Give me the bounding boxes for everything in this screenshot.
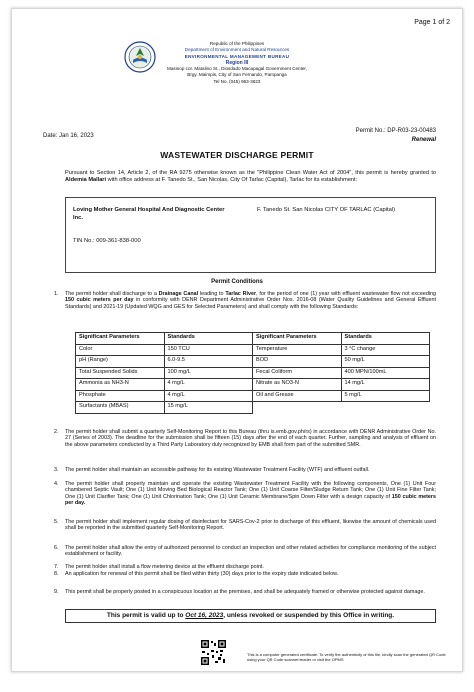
intro-paragraph [65, 170, 436, 184]
table-cell: Nitrate as NO3-N [253, 379, 342, 391]
condition-number: 2. [54, 429, 59, 435]
table-cell: BOD [253, 356, 342, 368]
condition-item [54, 545, 436, 558]
table-row [76, 367, 430, 379]
column-header: Standards [341, 333, 430, 345]
table-cell: Phosphate [76, 390, 165, 402]
table-row [76, 356, 430, 368]
condition-text: The permit holder shall submit a quarterly Self-Monitoring Report to this Bureau (thru is.emb.gov.ph/rs) in accordance with DENR Administrative Order No. 27 (Series of 2003). The deadline for the submission shall be fifteen (15) days after the end of each quarter. Further, sampling and analysis of effluent on the above parameters conducted by a Third Party Laboratory duly recognized by EMB shall form part of the submitted SMR. [65, 429, 436, 448]
condition-number: 4. [54, 481, 59, 487]
table-cell: Ammonia as NH3-N [76, 379, 165, 391]
intro-text-1: Pursuant to Section 14, Article 2, of the RA 9275 otherwise known as the "Philippine Clean Water Act of 2004", this permit is hereby granted to [65, 170, 436, 176]
condition-number: 5. [54, 519, 59, 525]
address-line-2: Brgy. Maimpis, City of San Fernando, Pampanga [187, 72, 287, 78]
table-row [76, 402, 430, 414]
table-cell: 50 mg/L [341, 356, 430, 368]
department-line: Department of Environment and Natural Resources [184, 47, 290, 53]
receiving-river: Tarlac River [225, 291, 257, 297]
establishment-address: F. Tanedo St. San Nicolas CITY OF TARLAC (Capital) [257, 207, 396, 213]
condition-item [54, 571, 436, 577]
table-cell: 15 mg/L [164, 402, 253, 414]
tin-number: TIN No.: 009-361-838-000 [73, 238, 141, 244]
condition-text: leading to [198, 291, 226, 297]
condition-number: 7. [54, 564, 59, 570]
condition-item [54, 589, 436, 595]
permit-number: Permit No.: DP-R03-23-00483 [355, 128, 436, 134]
validity-statement [65, 609, 436, 623]
renewal-label: Renewal [411, 137, 436, 143]
condition-text: The permit holder shall install a flow metering device at the effluent discharge point. [65, 564, 264, 570]
region-line: Region III [225, 59, 249, 66]
condition-text: The permit holder shall discharge to a [65, 291, 159, 297]
column-header: Significant Parameters [253, 333, 342, 345]
condition-text: The permit holder shall maintain an accessible pathway for its existing Wastewater Treatment Facility (WTF) and effluent outfall. [65, 467, 370, 473]
permit-date: Date: Jan 16, 2023 [43, 133, 94, 139]
table-header-row [76, 333, 430, 345]
effluent-standards-table [75, 332, 430, 414]
condition-number: 1. [54, 291, 59, 297]
qr-code-icon [200, 639, 227, 666]
grantee-name: Aldemia Mallari [65, 177, 107, 183]
permit-page [11, 8, 463, 672]
condition-number: 8. [54, 571, 59, 577]
table-cell [341, 402, 430, 414]
validity-text: This permit is valid up to [106, 612, 186, 619]
table-row [76, 379, 430, 391]
condition-text: The permit holder shall implement regular dosing of disinfectant for SARS-Cov-2 prior to discharge of this effluent, likewise the amount of chemicals used shall be reported in the submitted quarterly Self-Monitoring Report. [65, 519, 436, 532]
table-cell: 400 MPN/100mL [341, 367, 430, 379]
table-row [76, 344, 430, 356]
table-cell: 100 mg/L [164, 367, 253, 379]
condition-text: An application for renewal of this permit shall be filed within thirty (30) days prior to the expiry date indicated below. [65, 571, 339, 577]
verification-note: This is a computer generated certificate. To verify the authenticity of this file, kindly scan the generated QR Code using your QR Code scanner/reader or visit the OPMS [247, 652, 446, 662]
table-cell: 6.0-9.5 [164, 356, 253, 368]
address-line-1: Masinop cor. Matalino St., Diosdado Macapagal Government Center, [167, 66, 307, 72]
condition-item [54, 564, 436, 570]
table-cell: Total Suspended Solids [76, 367, 165, 379]
table-cell: 5 mg/L [341, 390, 430, 402]
page-number: Page 1 of 2 [414, 19, 450, 26]
condition-text: The permit holder shall allow the entry of authorized personnel to conduct an inspection and other related activities for compliance monitoring of the subject establishment or facility. [65, 545, 436, 558]
table-cell: Color [76, 344, 165, 356]
column-header: Significant Parameters [76, 333, 165, 345]
table-row [76, 390, 430, 402]
condition-number: 6. [54, 545, 59, 551]
condition-text: , for the period of one (1) year with effluent wastewater flow not exceeding [256, 291, 437, 297]
table-cell: 150 TCU [164, 344, 253, 356]
letterhead [12, 41, 462, 85]
discharge-target: Drainage Canal [158, 291, 199, 297]
page-title: WASTEWATER DISCHARGE PERMIT [160, 150, 314, 160]
table-cell: 3 °C change [341, 344, 430, 356]
establishment-box [65, 197, 436, 273]
table-cell: 4 mg/L [164, 379, 253, 391]
table-cell: Oil and Grease [253, 390, 342, 402]
expiry-date: Oct 16, 2023 [185, 612, 224, 619]
intro-text-2: with office address at F. Tanedo St., San Nicolas, City Of Tarlac (Capital), Tarlac for its establishment: [106, 177, 358, 183]
table-cell: Temperature [253, 344, 342, 356]
permit-number-block [356, 127, 436, 145]
table-cell: Surfactants (MBAS) [76, 402, 165, 414]
column-header: Standards [164, 333, 253, 345]
validity-text: , unless revoked or suspended by this Office in writing. [223, 612, 395, 619]
conditions-title: Permit Conditions [211, 279, 263, 285]
condition-item [54, 519, 436, 532]
design-capacity: 150 cubic meters per day. [65, 493, 437, 506]
condition-item [54, 467, 436, 473]
table-cell [253, 402, 342, 414]
table-cell: 4 mg/L [164, 390, 253, 402]
condition-number: 9. [54, 589, 59, 595]
bureau-line: ENVIRONMENTAL MANAGEMENT BUREAU [184, 53, 290, 59]
condition-item [54, 429, 436, 448]
condition-text: This permit shall be properly posted in a conspicuous location at the premises, and shall be adequately framed or otherwise protected against damage. [65, 589, 425, 595]
condition-number: 3. [54, 467, 59, 473]
tel-line: Tel No. (045) 963-3623 [213, 78, 261, 84]
table-cell: Fecal Coliform [253, 367, 342, 379]
republic-line: Republic of the Philippines [209, 41, 265, 46]
table-cell: 14 mg/L [341, 379, 430, 391]
establishment-name: Loving Mother General Hospital And Diagnostic Center Inc. [73, 207, 225, 221]
condition-item [54, 291, 437, 310]
condition-item [54, 481, 437, 506]
flow-limit: 150 cubic meters per day [65, 297, 134, 304]
condition-text: The permit holder shall properly maintain and operate the existing Wastewater Treatment Facility with the following components, One (1) Unit Four chambered Septic Vault; One (1) Unit Moving Bed Biological Reactor Tank; One (1) Unit Coarse Filter/Sludge Return Tank; One (1) Unit Fine Filter Tank; One (1) Unit Clarifier Tank; One (1) Unit Chlorination Tank; One (1) Unit Ceramic Membrane/Spin Down Filter with a design capacity of [65, 481, 436, 500]
table-cell: pH (Range) [76, 356, 165, 368]
condition-text: in conformity with DENR Department Administrative Order Nos. 2016-08 (Water Quality Guidelines and General Effluent Standards) and 2021-19 (Updated WQG and GES for Selected Parameters) and shall comply with the following Standards: [65, 297, 437, 310]
